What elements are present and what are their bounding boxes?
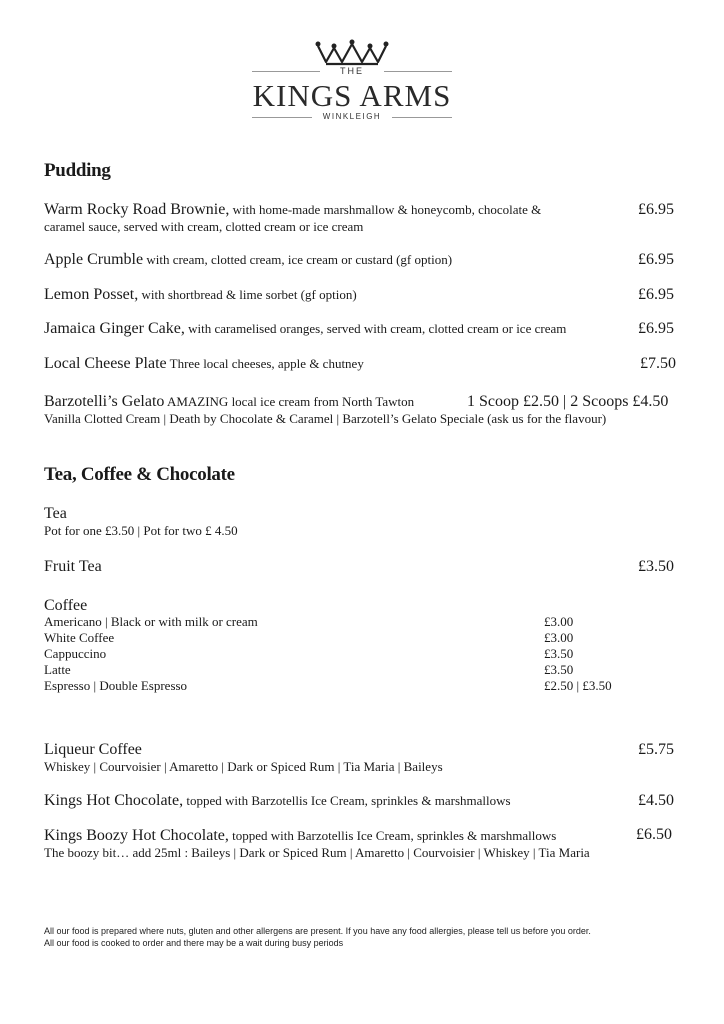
item-desc: with shortbread & lime sorbet (gf option) — [138, 287, 357, 302]
item-desc: with caramelised oranges, served with cream, clotted cream or ice cream — [184, 321, 567, 336]
logo-location: WINKLEIGH — [322, 112, 382, 121]
item-name: Kings Hot Chocolate, — [44, 792, 184, 809]
item-name: Barzotelli’s Gelato — [44, 393, 165, 410]
item-desc: with home-made marshmallow & honeycomb, chocolate & — [229, 202, 542, 217]
logo — [252, 38, 452, 128]
coffee-row — [44, 646, 644, 662]
allergen-notice — [44, 925, 591, 949]
item-price: £6.95 — [638, 251, 674, 268]
item-name: Local Cheese Plate — [44, 355, 167, 372]
boozy-hot-chocolate-item — [44, 827, 684, 861]
coffee-label: Americano | Black or with milk or cream — [44, 614, 258, 629]
logo-divider — [384, 71, 452, 72]
tea-item — [44, 505, 684, 539]
item-price: £7.50 — [640, 355, 676, 372]
item-name: Jamaica Ginger Cake, — [44, 320, 185, 337]
coffee-price: £3.00 — [544, 614, 574, 629]
item-name: Fruit Tea — [44, 558, 102, 575]
item-desc: The boozy bit… add 25ml : Baileys | Dark or Spiced Rum | Amaretto | Courvoisier | Whiskey | Tia Maria — [44, 845, 590, 860]
item-desc: topped with Barzotellis Ice Cream, sprinkles & marshmallows — [183, 793, 511, 808]
coffee-row — [44, 630, 644, 646]
item-desc: topped with Barzotellis Ice Cream, sprinkles & marshmallows — [228, 828, 557, 843]
logo-the: THE — [340, 66, 364, 76]
menu-item — [44, 251, 684, 269]
coffee-label: White Coffee — [44, 630, 115, 645]
logo-divider — [392, 117, 452, 118]
item-price: £5.75 — [638, 741, 674, 758]
item-desc: Whiskey | Courvoisier | Amaretto | Dark or Spiced Rum | Tia Maria | Baileys — [44, 759, 443, 774]
coffee-label: Espresso | Double Espresso — [44, 678, 188, 693]
coffee-label: Cappuccino — [44, 646, 107, 661]
logo-name: KINGS ARMS — [252, 78, 452, 113]
item-price: £6.95 — [638, 201, 674, 218]
footer-line: All our food is prepared where nuts, gluten and other allergens are present. If you have any food allergies, please tell us before you order. — [44, 926, 591, 936]
item-desc: Pot for one £3.50 | Pot for two £ 4.50 — [44, 523, 238, 538]
menu-item — [44, 320, 684, 338]
coffee-heading — [44, 597, 684, 615]
coffee-row — [44, 678, 644, 694]
item-name: Tea — [44, 505, 67, 522]
item-price: £3.50 — [638, 558, 674, 575]
item-desc: AMAZING local ice cream from North Tawton — [164, 394, 415, 409]
drinks-heading: Tea, Coffee & Chocolate — [44, 464, 235, 485]
item-price: £6.95 — [638, 286, 674, 303]
item-desc: caramel sauce, served with cream, clotted cream or ice cream — [44, 219, 364, 234]
item-name: Warm Rocky Road Brownie, — [44, 201, 230, 218]
coffee-row — [44, 662, 644, 678]
item-desc: Three local cheeses, apple & chutney — [166, 356, 364, 371]
gelato-flavours: Vanilla Clotted Cream | Death by Chocolate & Caramel | Barzotell’s Gelato Speciale (ask us for the flavour) — [44, 411, 607, 426]
coffee-price: £3.50 — [544, 646, 574, 661]
item-name: Lemon Posset, — [44, 286, 139, 303]
menu-item — [44, 355, 684, 373]
coffee-price: £2.50 | £3.50 — [544, 678, 612, 693]
menu-item — [44, 201, 684, 234]
coffee-price: £3.50 — [544, 662, 574, 677]
menu-item — [44, 286, 684, 304]
footer-line: All our food is cooked to order and there may be a wait during busy periods — [44, 938, 344, 948]
gelato-price: 1 Scoop £2.50 | 2 Scoops £4.50 — [467, 393, 669, 410]
hot-chocolate-item — [44, 792, 684, 810]
item-desc: with cream, clotted cream, ice cream or custard (gf option) — [143, 252, 453, 267]
item-name: Apple Crumble — [44, 251, 144, 268]
item-name: Kings Boozy Hot Chocolate, — [44, 827, 229, 844]
item-price: £4.50 — [638, 792, 674, 809]
coffee-price: £3.00 — [544, 630, 574, 645]
coffee-label: Latte — [44, 662, 71, 677]
crown-icon — [312, 38, 392, 68]
coffee-row — [44, 614, 644, 630]
item-name: Coffee — [44, 597, 88, 614]
fruit-tea-item — [44, 558, 684, 576]
pudding-heading: Pudding — [44, 160, 111, 181]
liqueur-item — [44, 741, 684, 775]
item-name: Liqueur Coffee — [44, 741, 142, 758]
item-price: £6.50 — [636, 826, 672, 843]
item-price: £6.95 — [638, 320, 674, 337]
